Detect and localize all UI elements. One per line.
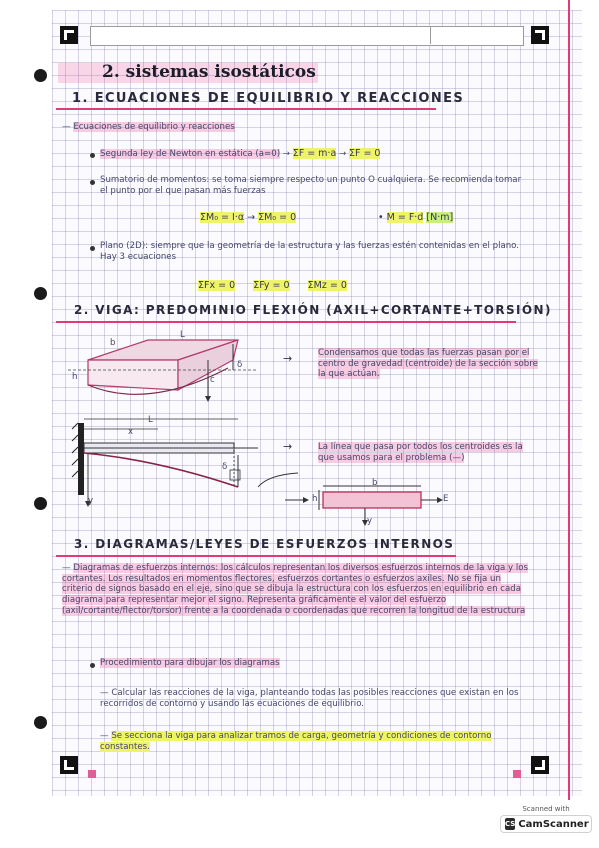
procedure-label: Procedimiento para dibujar los diagramas — [100, 658, 280, 668]
scanner-brand-box — [500, 815, 592, 833]
section-3-heading: 3. DIAGRAMAS/LEYES DE ESFUERZOS INTERNOS — [74, 537, 455, 551]
corner-marker-icon — [531, 26, 549, 44]
beam-delta-label: δ — [237, 360, 243, 370]
cantilever-delta-label: δ — [222, 462, 228, 472]
newton-label: Segunda ley de Newton en estática (a=0) — [100, 149, 281, 159]
plane-label: Plano (2D): siempre que la geometría de la estructura y las fuerzas estén contenidas en el plano. Hay 3 ecuaciones — [100, 241, 520, 262]
newton-eq2: ΣF = 0 — [348, 148, 381, 159]
cantilever-diagram — [68, 415, 318, 515]
s3-intro: Diagramas de esfuerzos internos: los cálculos representan los diversos esfuerzos internos de la viga y los cortantes. Los resultados en momentos flectores, esfuerzos cortantes o esfuerzos axiles. No se fija un criterio de signos basado en el eje, sino que se dibuja la estructura con los esfuerzos en equilibrio en cada diagrama para representar mejor el signo. Representa gráficamente el valor del esfuerzo (axil/cortante/flector/torsor) frente a la coordenada o coordenadas que recorren la longitud de la estructura — [62, 563, 528, 616]
arrow-icon: → — [283, 352, 293, 365]
bullet — [90, 663, 95, 668]
moments-eq2: ΣM₀ = 0 — [258, 212, 297, 223]
binder-hole — [34, 69, 47, 82]
cantilever-x-label: x — [128, 427, 134, 437]
beam-c-label: c — [210, 375, 215, 385]
corner-marker-icon — [60, 756, 78, 774]
corner-marker-icon — [60, 26, 78, 44]
step1: Calcular las reacciones de la viga, planteando todas las posibles reacciones que existan en los recorridos de contorno y usando las ecuaciones de equilibrio. — [100, 688, 519, 709]
moments-eq1: ΣM₀ = I·α — [200, 212, 245, 223]
step1-line: — Calcular las reacciones de la viga, planteando todas las posibles reacciones que existan en los recorridos de contorno y usando las ecuaciones de equilibrio. — [100, 688, 519, 709]
scanner-brand: CamScanner — [518, 818, 589, 830]
pink-square-marker — [513, 770, 521, 778]
section-y-label: y — [367, 516, 373, 526]
bullet — [90, 180, 95, 185]
bullet — [90, 246, 95, 251]
header-box — [90, 26, 524, 46]
binder-hole — [34, 497, 47, 510]
binder-hole — [34, 287, 47, 300]
s1-intro: Ecuaciones de equilibrio y reacciones — [73, 122, 235, 132]
moment-units: [N·m] — [426, 212, 454, 223]
beam-h-label: h — [72, 372, 78, 382]
scanner-caption: Scanned with — [522, 805, 570, 813]
s2-note1 — [318, 348, 538, 380]
newton-line: Segunda ley de Newton en estática (a=0) → ΣF = m·a → ΣF = 0 — [100, 148, 381, 159]
pink-square-marker — [88, 770, 96, 778]
eq-fx: ΣFx = 0 — [198, 280, 236, 291]
cross-section-diagram — [285, 478, 445, 528]
moments-label: Sumatorio de momentos: se toma siempre respecto un punto O cualquiera. Se recomienda tomar el punto por el que pasan más fuerzas — [100, 175, 522, 196]
corner-marker-icon — [531, 756, 549, 774]
moment-formula: M = F·d — [386, 212, 424, 223]
step2-line: — Se secciona la viga para analizar tramos de carga, geometría y condiciones de contorno constantes. — [100, 731, 492, 752]
beam-b-label: b — [110, 338, 116, 348]
arrow-icon: → — [283, 440, 293, 453]
s2-note1-text: Condensamos que todas las fuerzas pasan por el centro de gravedad (centroide) de la sección sobre la que actúan. — [318, 348, 538, 380]
section-1-heading: 1. ECUACIONES DE EQUILIBRIO Y REACCIONES — [72, 91, 465, 106]
section-2-heading: 2. VIGA: PREDOMINIO FLEXIÓN (AXIL+CORTANTE+TORSIÓN) — [74, 303, 552, 317]
chapter-title: 2. sistemas isostáticos — [102, 62, 316, 82]
section-b-label: b — [372, 478, 378, 488]
section-1-rule — [56, 108, 436, 110]
plane-equations — [198, 280, 347, 292]
binder-hole — [34, 716, 47, 729]
step2: Se secciona la viga para analizar tramos de carga, geometría y condiciones de contorno constantes. — [100, 731, 492, 752]
header-divider — [430, 26, 431, 44]
moment-formula-line: • M = F·d [N·m] — [378, 212, 454, 223]
newton-eq1: ΣF = m·a — [292, 148, 337, 159]
s2-note2-text: La línea que pasa por todos los centroides es la que usamos para el problema (—) — [318, 442, 523, 463]
section-e-label: E — [443, 494, 449, 504]
cantilever-l-label: L — [148, 415, 153, 425]
bullet — [90, 153, 95, 158]
s1-intro-line: — Ecuaciones de equilibrio y reacciones — [62, 122, 235, 132]
section-2-rule — [56, 321, 516, 323]
scanner-watermark — [500, 805, 592, 833]
margin-line — [568, 0, 570, 800]
section-3-rule — [56, 555, 456, 557]
moments-line: ΣM₀ = I·α → ΣM₀ = 0 — [200, 212, 297, 223]
s3-intro-line: — Diagramas de esfuerzos internos: los cálculos representan los diversos esfuerzos internos de la viga y los cortantes. Los resultados en momentos flectores, esfuerzos cortantes o esfuerzos axiles. No se fija un criterio de signos basado en el eje, sino que se dibuja la estructura con los esfuerzos en equilibrio en cada diagrama para representar mejor el signo. Representa gráficamente el valor del esfuerzo (axil/cortante/flector/torsor) frente a la coordenada o coordenadas que recorren la longitud de la estructura — [62, 563, 528, 616]
camscanner-icon: CS — [505, 820, 516, 828]
eq-fy: ΣFy = 0 — [253, 280, 290, 291]
procedure-line — [100, 658, 280, 669]
beam-l-label: L — [180, 330, 185, 340]
cantilever-y-label: y — [88, 496, 94, 506]
eq-mz: ΣMz = 0 — [307, 280, 347, 291]
section-h-label: h — [312, 494, 318, 504]
s2-note2 — [318, 442, 528, 463]
